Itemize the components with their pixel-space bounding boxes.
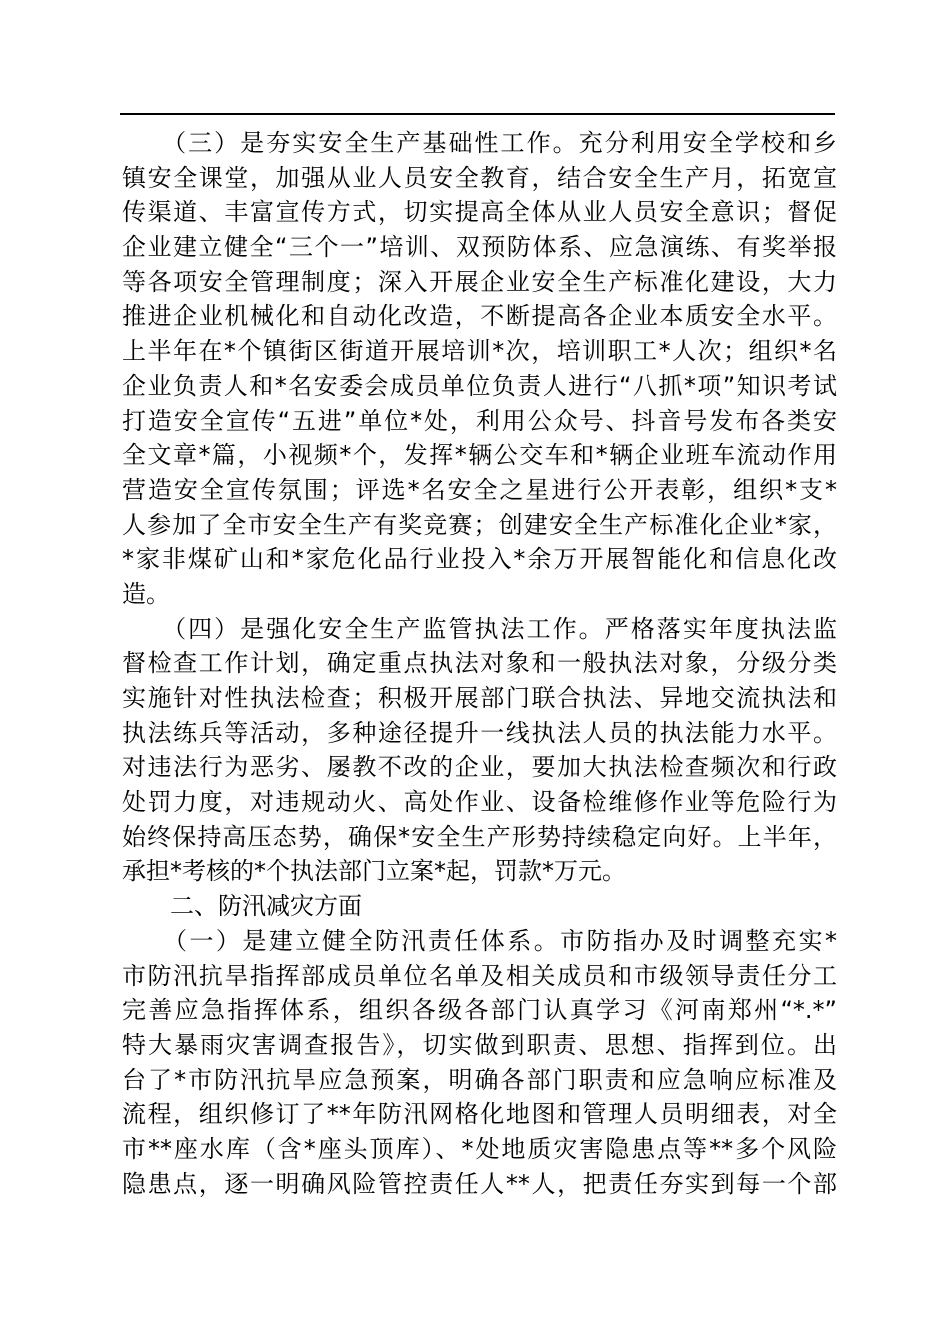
text-line: *家非煤矿山和*家危化品行业投入*余万开展智能化和信息化改 — [122, 545, 837, 574]
text-line: 市防汛抗旱指挥部成员单位名单及相关成员和市级领导责任分工 — [122, 961, 837, 990]
document-body — [122, 126, 837, 1201]
text-line: 处罚力度，对违规动火、高处作业、设备检维修作业等危险行为 — [122, 788, 837, 817]
text-line: 执法练兵等活动，多种途径提升一线执法人员的执法能力水平。 — [122, 718, 837, 747]
text-line: 人参加了全市安全生产有奖竞赛；创建安全生产标准化企业*家， — [122, 510, 837, 539]
text-line: 市**座水库（含*座头顶库）、*处地质灾害隐患点等**多个风险 — [122, 1134, 837, 1163]
text-line: 二、防汛减灾方面 — [122, 892, 362, 921]
text-line: （三）是夯实安全生产基础性工作。充分利用安全学校和乡 — [122, 129, 837, 157]
text-line: 始终保持高压态势，确保*安全生产形势持续稳定向好。上半年， — [122, 822, 837, 851]
text-line: 造。 — [122, 579, 170, 608]
header-rule — [120, 113, 835, 115]
text-line: 隐患点，逐一明确风险管控责任人**人，把责任夯实到每一个部 — [122, 1169, 837, 1198]
text-line: 镇安全课堂，加强从业人员安全教育，结合安全生产月，拓宽宣 — [122, 163, 837, 192]
text-line: 全文章*篇，小视频*个，发挥*辆公交车和*辆企业班车流动作用 — [122, 441, 837, 470]
text-line: 实施针对性执法检查；积极开展部门联合执法、异地交流执法和 — [122, 684, 837, 712]
text-line: 特大暴雨灾害调查报告》，切实做到职责、思想、指挥到位。出 — [122, 1030, 837, 1059]
text-line: 台了*市防汛抗旱应急预案，明确各部门职责和应急响应标准及 — [122, 1065, 837, 1094]
text-line: 推进企业机械化和自动化改造，不断提高各企业本质安全水平。 — [122, 302, 837, 331]
text-line: 对违法行为恶劣、屡教不改的企业，要加大执法检查频次和行政 — [122, 753, 837, 782]
text-line: 营造安全宣传氛围；评选*名安全之星进行公开表彰，组织*支* — [122, 475, 837, 504]
text-line: 企业负责人和*名安委会成员单位负责人进行“八抓*项”知识考试 — [122, 371, 837, 400]
text-line: （一）是建立健全防汛责任体系。市防指办及时调整充实* — [122, 926, 837, 955]
text-line: 打造安全宣传“五进”单位*处，利用公众号、抖音号发布各类安 — [122, 406, 837, 435]
text-line: 完善应急指挥体系，组织各级各部门认真学习《河南郑州“*.*” — [122, 996, 837, 1025]
text-line: 等各项安全管理制度；深入开展企业安全生产标准化建设，大力 — [122, 267, 837, 296]
text-line: 企业建立健全“三个一”培训、双预防体系、应急演练、有奖举报 — [122, 233, 837, 262]
text-line: 流程，组织修订了**年防汛网格化地图和管理人员明细表，对全 — [122, 1100, 837, 1129]
text-line: 督检查工作计划，确定重点执法对象和一般执法对象，分级分类 — [122, 649, 837, 678]
text-line: 承担*考核的*个执法部门立案*起，罚款*万元。 — [122, 857, 626, 886]
text-line: （四）是强化安全生产监管执法工作。严格落实年度执法监 — [122, 614, 837, 643]
text-line: 上半年在*个镇街区街道开展培训*次，培训职工*人次；组织*名 — [122, 337, 837, 366]
text-line: 传渠道、丰富宣传方式，切实提高全体从业人员安全意识；督促 — [122, 198, 837, 227]
